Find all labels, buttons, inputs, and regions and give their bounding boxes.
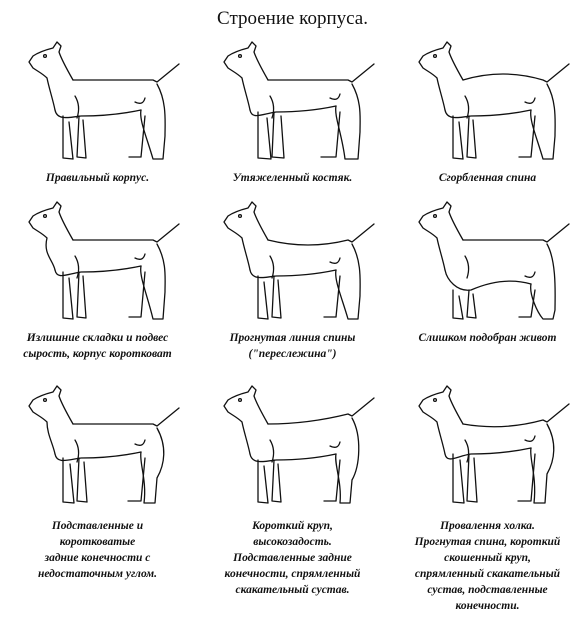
caption-line: Прогнутая линия спины bbox=[229, 332, 356, 344]
dog-eye bbox=[433, 55, 436, 58]
dog-belly-line bbox=[445, 270, 531, 290]
caption-line: высокозадость. bbox=[253, 536, 332, 548]
dog-front-leg bbox=[63, 116, 73, 159]
dog-thigh-detail bbox=[525, 98, 535, 103]
dog-front-leg bbox=[258, 276, 268, 319]
caption-line: коротковатые bbox=[59, 536, 136, 548]
dog-belly-line bbox=[55, 266, 141, 276]
caption-heavy-bone bbox=[195, 170, 390, 186]
dog-back-line bbox=[73, 64, 179, 82]
caption-line: Сгорбленная спина bbox=[438, 172, 537, 184]
dog-head-outline bbox=[224, 202, 268, 270]
caption-line: Излишние складки и подвес bbox=[26, 332, 169, 344]
dog-hind-leg bbox=[129, 116, 145, 157]
dog-back-line bbox=[268, 224, 374, 245]
caption-tucked bbox=[390, 330, 585, 346]
dog-head-outline bbox=[29, 386, 73, 454]
caption-sunken-withers bbox=[390, 518, 585, 614]
dog-hind-leg bbox=[519, 116, 535, 157]
dog-front-leg bbox=[467, 290, 476, 318]
dog-back-line bbox=[268, 64, 374, 82]
dog-front-leg bbox=[77, 272, 86, 318]
page-title: Строение корпуса. bbox=[217, 8, 368, 29]
dog-front-leg bbox=[453, 116, 463, 159]
dog-illustration-correct bbox=[0, 38, 195, 173]
dog-thigh-detail bbox=[525, 272, 535, 277]
dog-shoulder-detail bbox=[75, 256, 79, 278]
dog-eye bbox=[238, 399, 241, 402]
caption-line: Слишком подобран живот bbox=[418, 332, 557, 344]
dog-hind-leg bbox=[128, 458, 145, 501]
dog-eye bbox=[43, 55, 46, 58]
dog-front-leg bbox=[77, 116, 86, 158]
dog-illustration-sway-back bbox=[195, 198, 390, 333]
dog-shoulder-detail bbox=[465, 440, 469, 462]
dog-thigh-detail bbox=[525, 436, 535, 441]
dog-head-outline bbox=[419, 42, 463, 110]
dog-front-leg bbox=[258, 460, 268, 503]
dog-belly-line bbox=[250, 454, 336, 462]
dog-front-leg bbox=[453, 454, 464, 503]
dog-hind-leg bbox=[324, 276, 340, 317]
dog-eye bbox=[43, 399, 46, 402]
caption-correct bbox=[0, 170, 195, 186]
caption-line: Подставленные задние bbox=[233, 552, 352, 564]
dog-belly-line bbox=[55, 110, 141, 118]
dog-thigh-detail bbox=[135, 440, 145, 445]
dog-head-outline bbox=[224, 42, 268, 110]
caption-line: недостаточным углом. bbox=[37, 568, 158, 580]
dog-hind-leg bbox=[519, 290, 535, 317]
caption-high-rear bbox=[195, 518, 390, 598]
dog-hind-leg bbox=[129, 272, 145, 317]
dog-head-outline bbox=[29, 202, 73, 270]
dog-shoulder-detail bbox=[75, 96, 79, 118]
dog-belly-line bbox=[445, 110, 531, 118]
dog-back-line bbox=[463, 404, 569, 427]
dog-shoulder-detail bbox=[465, 96, 469, 118]
dog-eye bbox=[433, 399, 436, 402]
caption-line: Подставленные и bbox=[51, 520, 144, 532]
dog-eye bbox=[238, 55, 241, 58]
dog-illustration-hunched bbox=[390, 38, 585, 173]
caption-sway-back bbox=[195, 330, 390, 362]
dog-belly-line bbox=[55, 452, 141, 461]
dog-illustration-dewlap bbox=[0, 198, 195, 333]
dog-back-line bbox=[73, 224, 179, 242]
dog-hind-leg bbox=[335, 418, 358, 503]
dog-front-leg bbox=[453, 290, 463, 319]
dog-back-line bbox=[463, 224, 569, 242]
dog-shoulder-detail bbox=[465, 256, 469, 278]
dog-front-leg bbox=[63, 272, 73, 319]
dog-eye bbox=[43, 215, 46, 218]
dog-front-leg bbox=[467, 454, 477, 502]
dog-illustration-sunken-withers bbox=[390, 382, 585, 517]
dog-front-leg bbox=[272, 276, 281, 318]
caption-dewlap bbox=[0, 330, 195, 362]
caption-line: ("переслежина") bbox=[248, 348, 337, 360]
dog-thigh-detail bbox=[330, 94, 340, 99]
caption-line: Прогнутая спина, короткий bbox=[414, 536, 561, 548]
dog-illustration-high-rear bbox=[195, 382, 390, 517]
caption-line: задние конечности с bbox=[44, 552, 151, 564]
dog-illustration-tucked bbox=[390, 198, 585, 333]
dog-belly-line bbox=[250, 270, 336, 278]
dog-front-leg bbox=[77, 458, 87, 502]
dog-hind-leg bbox=[324, 460, 340, 501]
dog-front-leg bbox=[272, 460, 281, 502]
caption-line: спрямленный скакательный bbox=[414, 568, 561, 580]
dog-eye bbox=[433, 215, 436, 218]
caption-hunched bbox=[390, 170, 585, 186]
dog-thigh-detail bbox=[330, 258, 340, 263]
dog-back-line bbox=[463, 64, 569, 82]
dog-front-leg bbox=[258, 112, 271, 159]
caption-line: Провалення холка. bbox=[440, 520, 535, 532]
dog-shoulder-detail bbox=[270, 256, 274, 278]
dog-illustration-heavy-bone bbox=[195, 38, 390, 173]
caption-line: сустав, подставленные bbox=[427, 584, 548, 596]
caption-line: конечности. bbox=[455, 600, 520, 612]
dog-shoulder-detail bbox=[270, 96, 274, 118]
caption-line: сырость, корпус коротковат bbox=[23, 348, 172, 360]
dog-front-leg bbox=[467, 116, 476, 158]
caption-line: Правильный корпус. bbox=[45, 172, 150, 184]
dog-thigh-detail bbox=[330, 442, 340, 447]
dog-head-outline bbox=[29, 42, 73, 110]
caption-line: скакательный сустав. bbox=[235, 584, 350, 596]
dog-head-outline bbox=[419, 202, 463, 270]
caption-straight-hind bbox=[0, 518, 195, 582]
dog-hind-leg bbox=[530, 244, 554, 319]
dog-eye bbox=[238, 215, 241, 218]
dog-head-outline bbox=[224, 386, 268, 454]
dog-thigh-detail bbox=[135, 254, 145, 259]
dog-thigh-detail bbox=[135, 98, 145, 103]
dog-front-leg bbox=[272, 112, 284, 158]
caption-line: конечности, спрямленный bbox=[224, 568, 361, 580]
dog-hind-leg bbox=[518, 454, 535, 501]
dog-back-line bbox=[73, 408, 179, 426]
dog-illustration-straight-hind bbox=[0, 382, 195, 517]
caption-line: Короткий круп, bbox=[252, 520, 333, 532]
caption-line: скошенный круп, bbox=[444, 552, 531, 564]
dog-belly-line bbox=[250, 106, 336, 116]
dog-head-outline bbox=[419, 386, 463, 454]
caption-line: Утяжеленный костяк. bbox=[232, 172, 353, 184]
dog-back-line bbox=[268, 398, 374, 424]
dog-front-leg bbox=[63, 458, 74, 503]
dog-shoulder-detail bbox=[270, 440, 274, 462]
dog-belly-line bbox=[445, 448, 531, 459]
